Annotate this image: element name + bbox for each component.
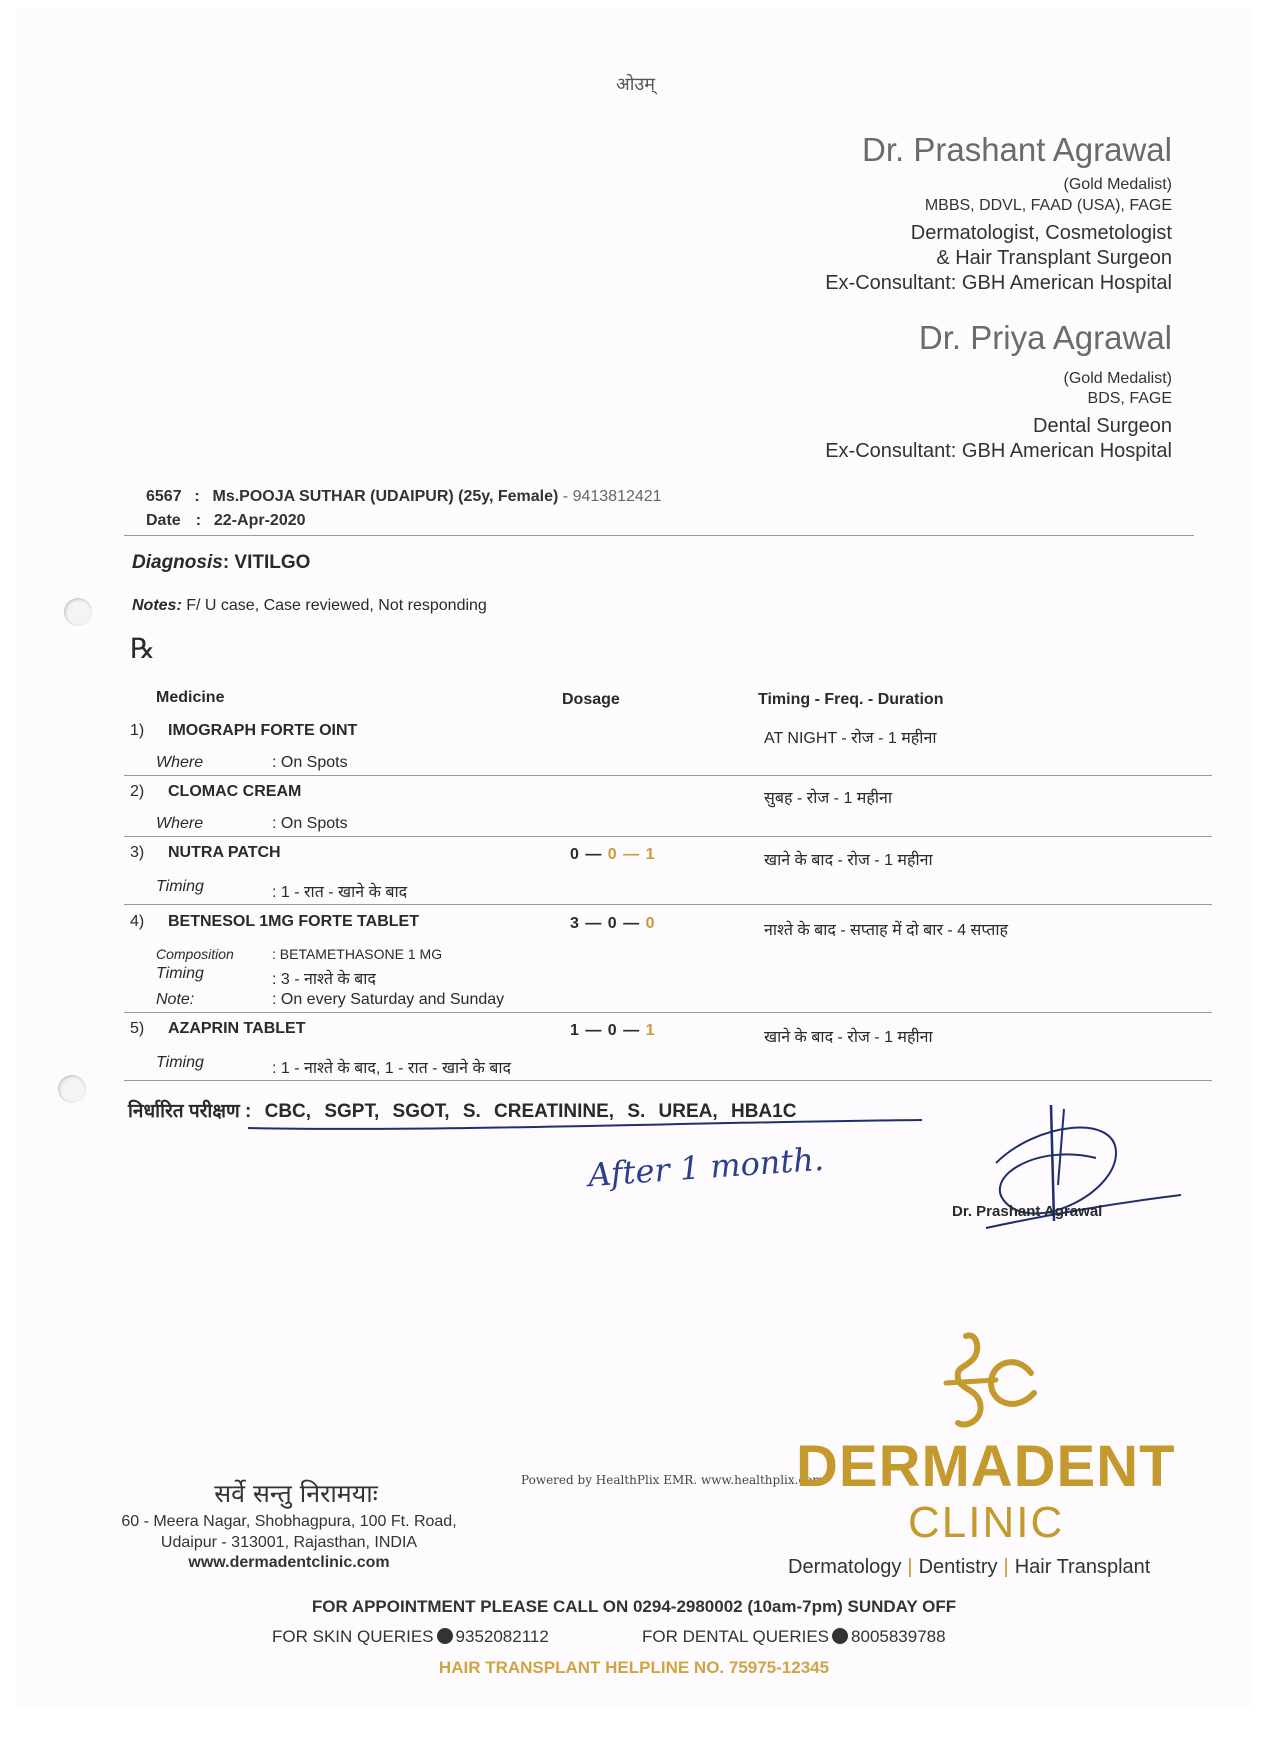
doctor2-name: Dr. Priya Agrawal: [918, 319, 1172, 356]
skin-phone[interactable]: 9352082112: [455, 1627, 549, 1646]
tagline-item: Dermatology: [788, 1556, 902, 1578]
dose-afternoon: 0 —: [607, 846, 641, 863]
row-divider: [124, 904, 1212, 905]
signature-name: Dr. Prashant Agrawal: [952, 1203, 1103, 1220]
whatsapp-icon: [832, 1628, 848, 1644]
medicine-timing: खाने के बाद - रोज - 1 महीना: [764, 852, 933, 869]
dose-morning: 3 —: [570, 915, 603, 932]
test-item: S. UREA,: [627, 1101, 718, 1122]
medicine-name: NUTRA PATCH: [168, 844, 281, 861]
doctor1-role2: & Hair Transplant Surgeon: [936, 247, 1172, 269]
row-number: 1): [130, 722, 145, 739]
medicine-name: CLOMAC CREAM: [168, 783, 302, 800]
medicine-name: BETNESOL 1MG FORTE TABLET: [168, 913, 419, 930]
dose-morning: 1 —: [570, 1022, 603, 1039]
detail-value: : 1 - रात - खाने के बाद: [272, 884, 408, 901]
detail-label: Timing: [156, 878, 204, 895]
test-item: CBC,: [264, 1101, 312, 1122]
doctor1-role1: Dermatologist, Cosmetologist: [910, 222, 1172, 244]
clinic-motto: सर्वे सन्तु निरामयाः: [214, 1479, 378, 1508]
row-divider: [124, 775, 1212, 776]
row-divider: [124, 836, 1212, 837]
address-line1: 60 - Meera Nagar, Shobhagpura, 100 Ft. Road,: [121, 1513, 457, 1530]
visit-date: 22-Apr-2020: [213, 512, 306, 529]
detail-value: : BETAMETHASONE 1 MG: [272, 946, 443, 962]
detail-label: Timing: [156, 1054, 204, 1071]
dose-afternoon: 0 —: [607, 915, 641, 932]
powered-by: Powered by HealthPlix EMR. www.healthplix.com: [521, 1473, 824, 1487]
punch-hole: [64, 598, 92, 626]
detail-label: Where: [156, 754, 204, 771]
clinic-name: DERMADENT: [796, 1434, 1176, 1499]
doctor1-name: Dr. Prashant Agrawal: [862, 131, 1172, 168]
skin-label: FOR SKIN QUERIES: [272, 1627, 434, 1646]
header-dosage: Dosage: [562, 691, 620, 708]
clinic-name-sub: CLINIC: [908, 1498, 1065, 1547]
dose-night: 1: [645, 846, 656, 863]
handwritten-underline: [246, 1116, 926, 1136]
appointment-line: FOR APPOINTMENT PLEASE CALL ON 0294-2980002 (10am-7pm) SUNDAY OFF: [311, 1597, 957, 1616]
divider: [124, 535, 1194, 536]
dental-label: FOR DENTAL QUERIES: [642, 1627, 830, 1646]
whatsapp-icon: [437, 1628, 453, 1644]
detail-value: : On Spots: [272, 815, 348, 832]
dental-phone[interactable]: 8005839788: [851, 1627, 946, 1646]
dental-queries: [642, 1627, 946, 1647]
diagnosis: [132, 552, 310, 574]
dose-morning: 0 —: [570, 846, 603, 863]
prescription-page: [16, 8, 1252, 1708]
row-number: 3): [130, 844, 145, 861]
patient-phone: - 9413812421: [562, 488, 662, 505]
patient-name: Ms.POOJA SUTHAR (UDAIPUR) (25y, Female): [212, 488, 559, 505]
medicine-timing: सुबह - रोज - 1 महीना: [764, 790, 893, 807]
clinic-tagline: Dermatology | Dentistry | Hair Transplant: [788, 1556, 1151, 1578]
patient-id: 6567: [146, 488, 182, 505]
handwritten-note: After 1 month.: [586, 1139, 826, 1195]
row-number: 2): [130, 783, 145, 800]
rx-symbol: ℞: [130, 632, 156, 665]
date-sep: :: [195, 512, 202, 529]
row-number: 4): [130, 913, 145, 930]
dose-night: 0: [645, 915, 656, 932]
medicine-timing: खाने के बाद - रोज - 1 महीना: [764, 1029, 933, 1046]
dosage: [570, 1022, 656, 1040]
detail-value: : On Spots: [272, 754, 348, 771]
diagnosis-label: Diagnosis: [132, 552, 223, 573]
hair-transplant-helpline: HAIR TRANSPLANT HELPLINE NO. 75975-12345: [438, 1658, 830, 1677]
detail-value: : 1 - नाश्ते के बाद, 1 - रात - खाने के बाद: [272, 1060, 512, 1077]
header-medicine: Medicine: [156, 689, 225, 706]
tagline-item: Dentistry: [918, 1556, 998, 1578]
test-item: S. CREATININE,: [462, 1101, 615, 1122]
doctor1-degrees: MBBS, DDVL, FAAD (USA), FAGE: [924, 197, 1172, 214]
detail-label: Timing: [156, 965, 204, 982]
detail-label: Note:: [156, 991, 195, 1008]
dosage: [570, 915, 656, 933]
doctor1-award: (Gold Medalist): [1063, 176, 1172, 193]
doctor2-ex: Ex-Consultant: GBH American Hospital: [825, 440, 1172, 462]
doctor2-degrees: BDS, FAGE: [1087, 390, 1172, 407]
clinic-website[interactable]: www.dermadentclinic.com: [188, 1554, 390, 1571]
diagnosis-value: VITILGO: [234, 552, 311, 573]
detail-label: Where: [156, 815, 204, 832]
medicine-timing: नाश्ते के बाद - सप्ताह में दो बार - 4 सप्ताह: [764, 922, 1009, 939]
medicine-name: IMOGRAPH FORTE OINT: [168, 722, 358, 739]
tests-label: निर्धारित परीक्षण :: [128, 1101, 252, 1122]
notes-label: Notes:: [132, 597, 182, 614]
skin-queries: [272, 1627, 549, 1647]
test-item: SGOT,: [392, 1101, 450, 1122]
om-symbol: ओउम्: [616, 74, 656, 95]
signature-icon: [976, 1103, 1186, 1248]
patient-sep: :: [194, 488, 200, 505]
clinic-logo-icon: [936, 1328, 1046, 1438]
notes: [132, 597, 487, 615]
doctor2-role1: Dental Surgeon: [1033, 415, 1172, 437]
detail-value: : 3 - नाश्ते के बाद: [272, 971, 376, 988]
dosage: [570, 846, 656, 864]
test-item: HBA1C: [730, 1101, 797, 1122]
tagline-item: Hair Transplant: [1014, 1556, 1151, 1578]
detail-label: Composition: [156, 946, 234, 962]
doctor1-ex: Ex-Consultant: GBH American Hospital: [825, 272, 1172, 294]
row-divider: [124, 1080, 1212, 1081]
row-divider: [124, 1012, 1212, 1013]
dose-afternoon: 0 —: [607, 1022, 641, 1039]
notes-value: F/ U case, Case reviewed, Not responding: [186, 597, 487, 614]
doctor2-award: (Gold Medalist): [1063, 370, 1172, 387]
diagnosis-colon: :: [222, 552, 230, 573]
test-item: SGPT,: [324, 1101, 380, 1122]
header-timing: Timing - Freq. - Duration: [758, 691, 944, 708]
date-label: Date: [146, 512, 181, 529]
patient-line: [146, 488, 662, 506]
address-line2: Udaipur - 313001, Rajasthan, INDIA: [160, 1534, 418, 1551]
medicine-name: AZAPRIN TABLET: [168, 1020, 306, 1037]
row-number: 5): [130, 1020, 145, 1037]
date-line: [146, 512, 306, 530]
medicine-timing: AT NIGHT - रोज - 1 महीना: [764, 730, 937, 747]
detail-value: : On every Saturday and Sunday: [272, 991, 505, 1008]
punch-hole: [58, 1075, 86, 1103]
dose-night: 1: [645, 1022, 656, 1039]
